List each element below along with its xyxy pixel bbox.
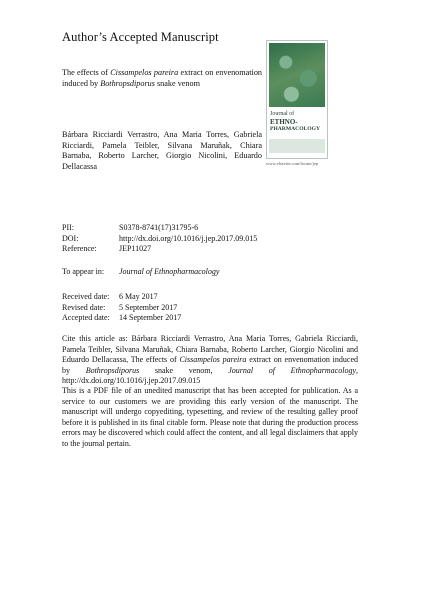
- cover-footer-band: [269, 139, 325, 153]
- cite-part: extract on envenomation induced by: [62, 355, 358, 375]
- meta-row-doi: [62, 234, 257, 245]
- cover-line: PHARMACOLOGY: [270, 126, 321, 133]
- appear-label: To appear in:: [62, 267, 105, 276]
- disclaimer-paragraph: This is a PDF file of an unedited manuscript that has been accepted for publication. As a service to our customers we are providing this early version of the manuscript. The manuscript will undergo copyediting, typesetting, and review of the resulting galley proof before it is published in its final citable form. Please note that during the production process errors may be discovered which could affect the content, and all legal disclaimers that apply to the journal pertain.: [62, 386, 358, 448]
- manuscript-header: Author’s Accepted Manuscript: [62, 30, 219, 44]
- cover-line: Journal of: [270, 111, 295, 117]
- cite-doi[interactable]: , http://dx.doi.org/10.1016/j.jep.2017.09.015: [62, 365, 359, 386]
- meta-row-pii: [62, 223, 257, 234]
- date-row-accepted: [62, 313, 181, 324]
- cite-snake-name: Bothropsdiporus: [85, 365, 140, 375]
- meta-label: PII:: [62, 223, 74, 232]
- date-label: Received date:: [62, 292, 110, 301]
- cover-url: www.elsevier.com/locate/jep: [266, 161, 318, 166]
- cover-journal-title: [270, 111, 324, 134]
- article-title: [62, 68, 262, 89]
- journal-cover-image: [266, 40, 328, 159]
- cover-artwork: [269, 43, 325, 107]
- date-value: 14 September 2017: [119, 313, 182, 322]
- article-identifiers: [62, 223, 257, 255]
- cite-journal: Journal of Ethnopharmacology: [228, 365, 357, 375]
- title-part: The effects of: [62, 68, 111, 77]
- title-plant-name: Cissampelos pareira: [110, 68, 179, 77]
- meta-label: Reference:: [62, 244, 97, 253]
- cite-part: snake venom,: [139, 365, 229, 375]
- to-appear-in: [62, 267, 219, 276]
- date-value: 6 May 2017: [119, 292, 158, 301]
- meta-value: JEP11027: [119, 244, 152, 253]
- cite-plant-name: Cissampelos pareira: [179, 355, 247, 365]
- title-snake-name: Bothropsdiporus: [100, 78, 155, 88]
- appear-journal: Journal of Ethnopharmacology: [119, 267, 220, 276]
- meta-label: DOI:: [62, 233, 79, 243]
- date-row-received: [62, 292, 181, 303]
- article-dates: [62, 292, 181, 324]
- meta-row-reference: [62, 244, 257, 255]
- title-part: extract on envenomation induced by: [62, 68, 263, 88]
- meta-value: S0378-8741(17)31795-6: [119, 223, 199, 232]
- cite-part: Cite this article as: Bárbara Ricciardi Verrastro, Ana Maria Torres, Gabriela Ricciardi, Pamela Teibler, Silvana Maruñak, Chiara Barnaba, Roberto Larcher, Giorgio Nicolini and Eduardo Dellacassa, The effects of: [62, 334, 358, 365]
- date-label: Accepted date:: [62, 313, 110, 322]
- date-row-revised: [62, 303, 181, 314]
- date-label: Revised date:: [62, 302, 106, 312]
- date-value: 5 September 2017: [119, 302, 178, 312]
- cover-line: ETHNO-: [270, 117, 298, 126]
- citation-paragraph: [62, 334, 358, 387]
- doi-link[interactable]: http://dx.doi.org/10.1016/j.jep.2017.09.015: [119, 233, 258, 243]
- author-list: Bárbara Ricciardi Verrastro, Ana Maria Torres, Gabriela Ricciardi, Pamela Teibler, Silvana Maruñak, Chiara Barnaba, Roberto Larcher, Giorgio Nicolini, Eduardo Dellacassa: [62, 130, 262, 171]
- title-part: snake venom: [154, 78, 200, 88]
